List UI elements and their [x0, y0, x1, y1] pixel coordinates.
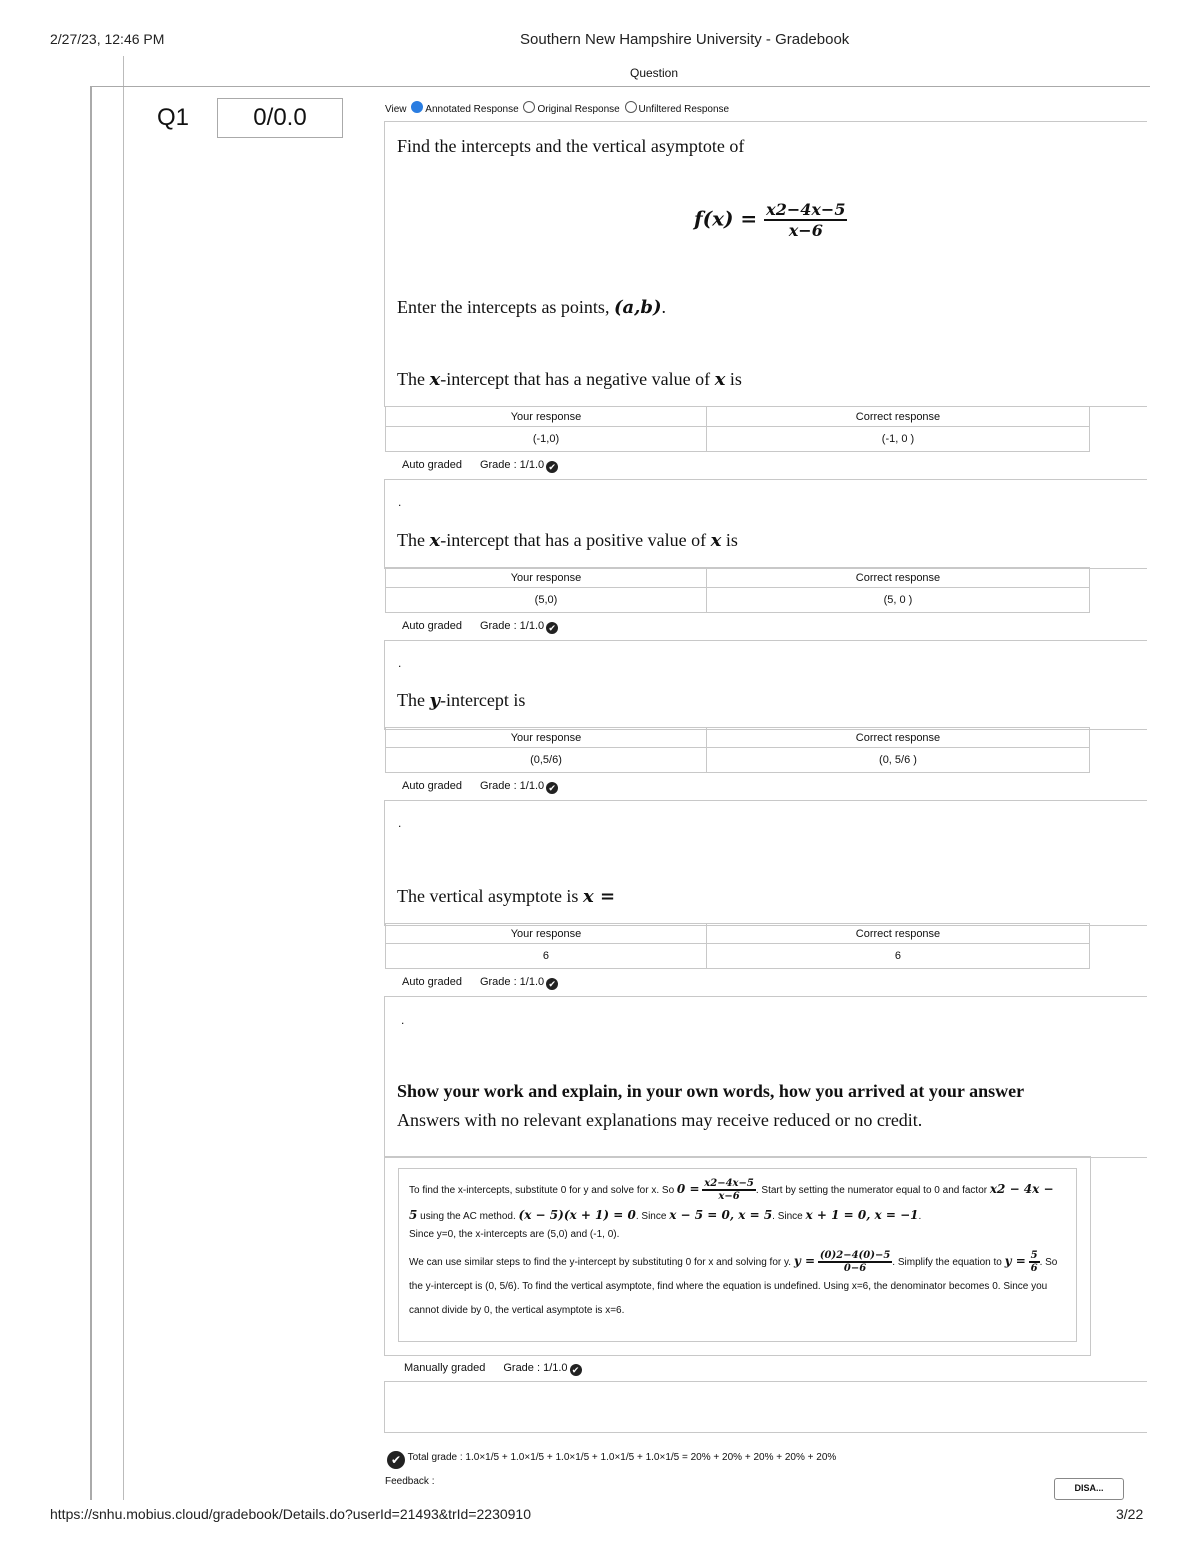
graded-by: Auto graded — [402, 459, 462, 471]
dot: . — [401, 1013, 405, 1027]
frame-line — [123, 56, 124, 1500]
part2-prompt: The x-intercept that has a positive value of x is — [397, 530, 738, 551]
check-icon: ✔ — [546, 461, 558, 473]
essay-paragraph-2: We can use similar steps to find the y-intercept by substituting 0 for x and solving for y. y = $\frac{(0)2-4(0)-5}{0-6}$ . Simplify the equation to y = $\frac{5}{6}$ . So the y-intercept is (0, 5/6). To find the vertical asymptote, find where the equation is undefined. Using x=6, the denominator becomes 0. Since you cannot divide by 0, the vertical asymptote is x=6. — [409, 1250, 1058, 1316]
header-correct-response: Correct response — [706, 924, 1089, 944]
correct-response: (5, 0 ) — [706, 588, 1089, 613]
radio-annotated[interactable] — [411, 101, 423, 113]
footer-page: 3/22 — [1116, 1506, 1144, 1522]
comment-box — [384, 1381, 1147, 1433]
frame-line — [90, 87, 92, 1500]
correct-response: (-1, 0 ) — [706, 427, 1089, 452]
manual-grade — [404, 1362, 600, 1376]
show-work-instruction: Show your work and explain, in your own words, how you arrived at your answer — [397, 1081, 1025, 1101]
grade-value: Grade : 1/1.0 — [479, 620, 545, 632]
grade-value: Grade : 1/1.0 — [479, 780, 545, 792]
part2-box — [384, 479, 1147, 569]
header-correct-response: Correct response — [706, 568, 1089, 588]
grade-value: Grade : 1/1.0 — [479, 976, 545, 988]
check-icon: ✔ — [546, 782, 558, 794]
header-your-response: Your response — [386, 728, 707, 748]
feedback-label: Feedback : — [385, 1476, 435, 1487]
frame-top — [90, 86, 1150, 87]
point-notation: (a,b) — [613, 297, 662, 318]
graded-by: Manually graded — [404, 1362, 486, 1374]
show-work-note: Answers with no relevant explanations may receive reduced or no credit. — [397, 1110, 923, 1130]
part1-grade — [402, 459, 576, 473]
correct-response: (0, 5/6 ) — [706, 748, 1089, 773]
part1-prompt: The x-intercept that has a negative value of x is — [397, 369, 742, 390]
part3-box — [384, 640, 1147, 730]
radio-original-label[interactable]: Original Response — [537, 104, 620, 115]
function-numerator: x2−4x−5 — [766, 200, 846, 219]
part1-response-table — [385, 406, 1090, 452]
essay-paragraph-1: To find the x-intercepts, substitute 0 for y and solve for x. So 0 = $\frac{x2-4x-5}{x-6}$ . Start by setting the numerator equal to 0 and factor x2 − 4x − 5 using the AC method. (x − 5)(x + 1) = 0. Since x − 5 = 0, x = 5. Since x + 1 = 0, x = −1. Since y=0, the x-intercepts are (5,0) and (-1, 0). — [409, 1178, 1054, 1240]
graded-by: Auto graded — [402, 976, 462, 988]
radio-unfiltered-label[interactable]: Unfiltered Response — [638, 104, 730, 115]
part4-box — [384, 800, 1147, 926]
graded-by: Auto graded — [402, 620, 462, 632]
your-response: 6 — [386, 944, 707, 969]
radio-original[interactable] — [523, 101, 535, 113]
dot: . — [398, 656, 402, 670]
check-icon: ✔ — [570, 1364, 582, 1376]
section-label: Question — [630, 66, 679, 80]
question-box — [384, 121, 1147, 407]
dot: . — [398, 495, 402, 509]
your-response: (0,5/6) — [386, 748, 707, 773]
check-icon: ✔ — [546, 622, 558, 634]
total-grade-text: Total grade : 1.0×1/5 + 1.0×1/5 + 1.0×1/5 + 1.0×1/5 + 1.0×1/5 = 20% + 20% + 20% + 20% + 20% — [407, 1452, 837, 1463]
intercepts-instruction: Enter the intercepts as points, (a,b). — [397, 297, 667, 318]
corner-badge[interactable]: DISA... — [1054, 1478, 1124, 1500]
part4-grade — [402, 976, 576, 990]
total-grade — [385, 1451, 836, 1469]
part3-prompt: The y-intercept is — [397, 690, 526, 711]
score-box: 0/0.0 — [217, 98, 343, 138]
header-your-response: Your response — [386, 407, 707, 427]
correct-response: 6 — [706, 944, 1089, 969]
radio-annotated-label[interactable]: Annotated Response — [425, 104, 519, 115]
view-label: View — [385, 104, 407, 115]
part2-grade — [402, 620, 576, 634]
essay-response — [398, 1168, 1077, 1342]
your-response: (5,0) — [386, 588, 707, 613]
question-number: Q1 — [157, 104, 190, 131]
print-datetime: 2/27/23, 12:46 PM — [50, 31, 165, 47]
function-lhs: f(x) = — [694, 206, 758, 231]
part4-prompt: The vertical asymptote is x = — [397, 886, 616, 907]
question-prompt: Find the intercepts and the vertical asymptote of — [397, 136, 745, 156]
header-correct-response: Correct response — [706, 728, 1089, 748]
your-response: (-1,0) — [386, 427, 707, 452]
header-your-response: Your response — [386, 568, 707, 588]
view-options — [385, 101, 729, 115]
check-icon: ✔ — [546, 978, 558, 990]
header-your-response: Your response — [386, 924, 707, 944]
footer-url: https://snhu.mobius.cloud/gradebook/Details.do?userId=21493&trId=2230910 — [50, 1506, 532, 1522]
graded-by: Auto graded — [402, 780, 462, 792]
grade-value: Grade : 1/1.0 — [479, 459, 545, 471]
part2-response-table — [385, 567, 1090, 613]
part4-response-table — [385, 923, 1090, 969]
radio-unfiltered[interactable] — [625, 101, 637, 113]
intercepts-instruction-text: Enter the intercepts as points, — [397, 297, 610, 317]
part3-grade — [402, 780, 576, 794]
dot: . — [398, 816, 402, 830]
grade-value: Grade : 1/1.0 — [503, 1362, 568, 1374]
part3-response-table — [385, 727, 1090, 773]
function-equation — [694, 200, 847, 240]
function-denominator: x−6 — [788, 221, 823, 240]
header-correct-response: Correct response — [706, 407, 1089, 427]
total-check-icon: ✔ — [387, 1451, 405, 1469]
page-title: Southern New Hampshire University - Gradebook — [520, 31, 850, 48]
show-work-box — [384, 996, 1147, 1158]
